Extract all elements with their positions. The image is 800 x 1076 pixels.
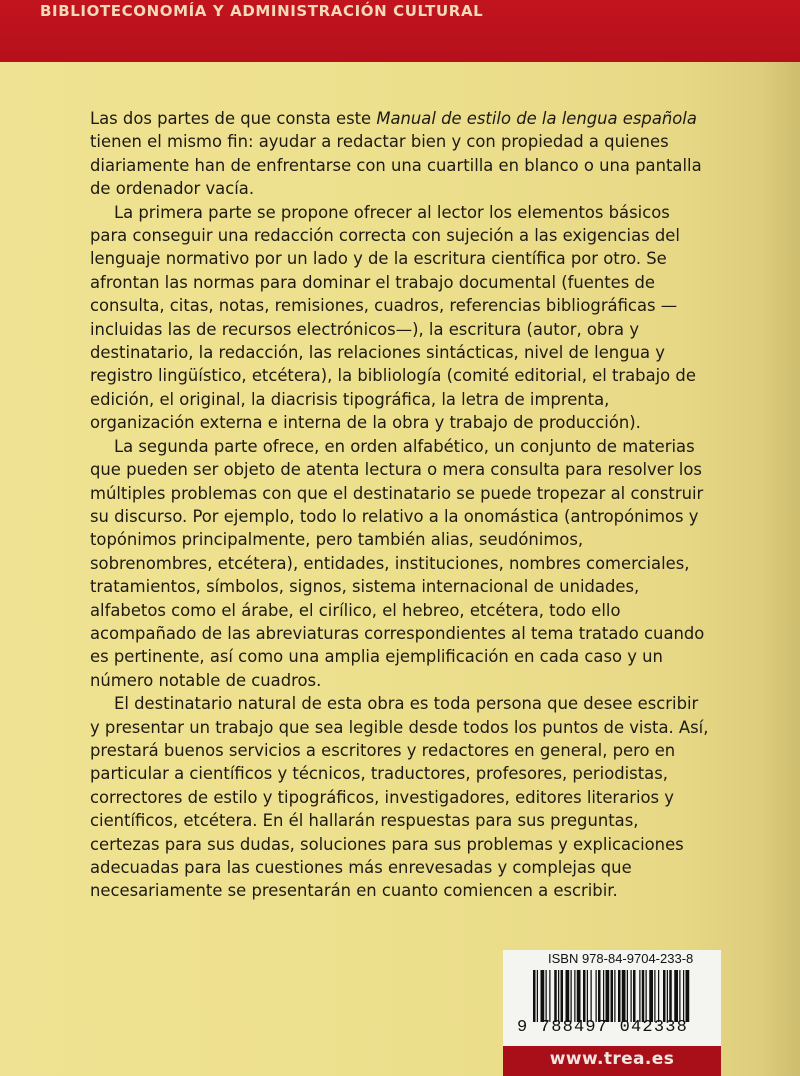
barcode-bar [683,970,684,1022]
barcode-bar [549,970,550,1022]
barcode-bar [574,970,575,1022]
barcode-bar [658,970,659,1022]
barcode-bar [614,970,615,1022]
barcode-bar [646,970,647,1022]
barcode-bar [622,970,626,1022]
barcode-bar [618,970,621,1022]
website-url: www.trea.es [549,1049,675,1069]
paragraph-1 [90,107,710,201]
barcode-bar [558,970,559,1022]
paragraph-3: La segunda parte ofrece, en orden alfabético, un conjunto de materias que pueden ser objeto de atenta lectura o mera consulta para resolver los múltiples problemas con que el destinatario se puede tropezar al construir su discurso. Por ejemplo, todo lo relativo a la onomástica (antropónimos y topónimos principalmente, pero también alias, seudónimos, sobrenombres, etcétera), entidades, instituciones, nombres comerciales, tratamientos, símbolos, signos, sistema internacional de unidades, alfabetos como el árabe, el cirílico, el hebreo, etcétera, todo ello acompañado de las abreviaturas correspondientes al tema tratado cuando es pertinente, así como una amplia ejemplificación en cada caso y un número notable de cuadros. [90,436,705,690]
barcode-bar [686,970,690,1022]
barcode-icon [533,970,693,1022]
barcode-bar [674,970,678,1022]
barcode-bar [654,970,655,1022]
barcode-number: 9 788497 042338 [517,1018,689,1037]
barcode-bar [679,970,680,1022]
barcode-bar [663,970,666,1022]
paragraph-4: El destinatario natural de esta obra es toda persona que desee escribir y presentar un trabajo que sea legible desde todos los puntos de vista. Así, prestará buenos servicios a escritores y redactores en general, pero en particular a científicos y técnicos, traductores, profesores, periodistas, correctores de estilo y tipográficos, investigadores, editores literarios y científicos, etcétera. En él hallarán respuestas para sus preguntas, certezas para sus dudas, soluciones para sus problemas y explicaciones adecuadas para las cuestiones más enrevesadas y complejas que necesariamente se presentarán en cuanto comiencen a escribir. [90,694,709,901]
barcode-bar [667,970,668,1022]
barcode-bar [587,970,588,1022]
barcode-bar [561,970,564,1022]
barcode-bar [541,970,545,1022]
barcode-label [503,950,721,1046]
series-title: BIBLIOTECONOMÍA Y ADMINISTRACIÓN CULTURAL [40,2,484,20]
barcode-bar [533,970,536,1022]
barcode-bar [642,970,645,1022]
barcode-bar [577,970,581,1022]
barcode-bar [566,970,570,1022]
barcode-bar [649,970,653,1022]
paragraph-2: La primera parte se propone ofrecer al lector los elementos básicos para conseguir una redacción correcta con sujeción a las exigencias del lenguaje normativo por un lado y de la escritura científica por otro. Se afrontan las normas para dominar el trabajo documental (fuentes de consulta, citas, notas, remisiones, cuadros, referencias bibliográficas —incluidas las de recursos electrónicos—), la escritura (autor, obra y destinatario, la redacción, las relaciones sintácticas, nivel de lengua y registro lingüístico, etcétera), la bibliología (comité editorial, el trabajo de edición, el original, la diacrisis tipográfica, la letra de imprenta, organización externa e interna de la obra y trabajo de producción). [90,202,696,433]
barcode-bar [546,970,547,1022]
barcode-bar [554,970,557,1022]
isbn-text: ISBN 978-84-9704-233-8 [548,951,694,966]
barcode-bar [627,970,628,1022]
description-text [90,107,710,903]
barcode-bar [571,970,572,1022]
barcode-bar [669,970,672,1022]
paragraph-1-rest: tienen el mismo fin: ayudar a redactar bien y con propiedad a quienes diariamente han de enfrentarse con una cuartilla en blanco o una pantalla de ordenador vacía. [90,132,702,199]
barcode-bar [631,970,632,1022]
series-band [0,0,800,62]
barcode-bar [591,970,592,1022]
book-title: Manual de estilo de la lengua española [376,109,697,128]
paragraph-1-intro: Las dos partes de que consta este [90,109,377,128]
website-band [503,1046,721,1076]
barcode-bar [598,970,601,1022]
barcode-bar [583,970,586,1022]
barcode-bar [603,970,604,1022]
barcode-bar [611,970,614,1022]
barcode-bar [633,970,636,1022]
barcode-bar [639,970,640,1022]
barcode-bar [596,970,597,1022]
barcode-bar [537,970,538,1022]
barcode-bar [606,970,610,1022]
